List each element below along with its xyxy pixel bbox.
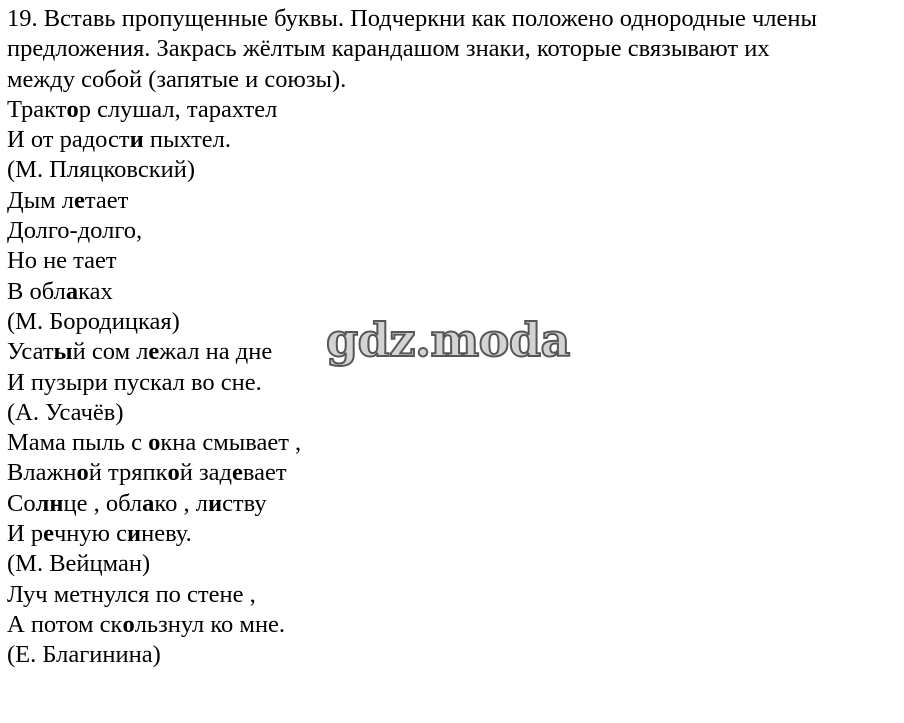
poem-line xyxy=(7,519,897,549)
poem-text: И от радост xyxy=(7,126,130,154)
poem-line xyxy=(7,216,897,246)
poem-line xyxy=(7,368,897,398)
inserted-letter: е xyxy=(74,186,85,214)
poem-text: А потом ск xyxy=(7,610,123,638)
poem-line xyxy=(7,580,897,610)
inserted-letter: а xyxy=(142,489,155,517)
inserted-letter: ы xyxy=(53,338,73,366)
poem-text: Дым л xyxy=(7,186,75,214)
poem-text: пыхтел. xyxy=(143,126,232,154)
poem-text: вает xyxy=(242,459,287,487)
task-line-3: между собой (запятые и союзы). xyxy=(7,65,347,93)
inserted-letter: о xyxy=(167,459,180,487)
poem-text: й сом л xyxy=(72,338,149,366)
task-line-2: предложения. Закрась жёлтым карандашом знаки, которые связывают их xyxy=(7,35,770,63)
poem-line xyxy=(7,125,897,155)
poem-author: (Е. Благинина) xyxy=(7,641,161,669)
poem-author: (А. Усачёв) xyxy=(7,398,124,426)
poem-line xyxy=(7,489,897,519)
inserted-letter: е xyxy=(43,520,54,548)
inserted-letter: и xyxy=(126,520,142,548)
inserted-letter: и xyxy=(207,489,223,517)
poem-line xyxy=(7,246,897,276)
poem-text: тает xyxy=(84,186,129,214)
poem-text: Но не тает xyxy=(7,247,117,275)
inserted-letter: о xyxy=(66,95,79,123)
poem-text: й тряпк xyxy=(88,459,168,487)
inserted-letter: о xyxy=(148,429,161,457)
poem-author: (М. Вейцман) xyxy=(7,550,151,578)
watermark-logo: gdz.moda xyxy=(326,313,570,367)
inserted-letter: о xyxy=(76,459,89,487)
poem-text: ству xyxy=(222,489,267,517)
poems-container xyxy=(7,95,897,671)
poem-line xyxy=(7,458,897,488)
poem-text: р слушал, тарахтел xyxy=(78,95,278,123)
poem-text: Усат xyxy=(7,338,54,366)
inserted-letter: а xyxy=(65,277,79,305)
poem-line xyxy=(7,186,897,216)
poem-text: й зад xyxy=(179,459,233,487)
poem-text: Мама пыль с xyxy=(7,429,149,457)
inserted-letter: е xyxy=(148,338,160,366)
poem-line xyxy=(7,428,897,458)
poem-text: И р xyxy=(7,520,44,548)
poem-text: льзнул ко мне. xyxy=(134,610,286,638)
poem-text: Влажн xyxy=(7,459,77,487)
poem-line xyxy=(7,277,897,307)
poem-text: ках xyxy=(78,277,113,305)
poem-author: (М. Бородицкая) xyxy=(7,307,180,335)
poem-author: (М. Пляцковский) xyxy=(7,156,195,184)
poem-text: жал на дне xyxy=(159,338,273,366)
poem-text: ко , л xyxy=(154,489,208,517)
poem-text: Со xyxy=(7,489,36,517)
poem-line xyxy=(7,95,897,125)
poem-text: Луч метнулся по стене , xyxy=(7,580,256,608)
poem-line xyxy=(7,610,897,640)
poem-text: Долго-долго, xyxy=(7,217,143,245)
poem-text: Тракт xyxy=(7,95,67,123)
poem-text: кна смывает , xyxy=(160,429,302,457)
poem-text: И пузыри пускал во сне. xyxy=(7,368,262,396)
inserted-letter: е xyxy=(232,459,243,487)
poem-text: це , обл xyxy=(63,489,143,517)
inserted-letter: и xyxy=(129,126,144,154)
poem-text: В обл xyxy=(7,277,66,305)
task-line-1: 19. Вставь пропущенные буквы. Подчеркни как положено однородные члены xyxy=(7,5,817,32)
poem-text: неву. xyxy=(141,520,192,548)
inserted-letter: лн xyxy=(35,489,64,517)
poem-text: чную с xyxy=(53,520,127,548)
inserted-letter: о xyxy=(122,610,135,638)
